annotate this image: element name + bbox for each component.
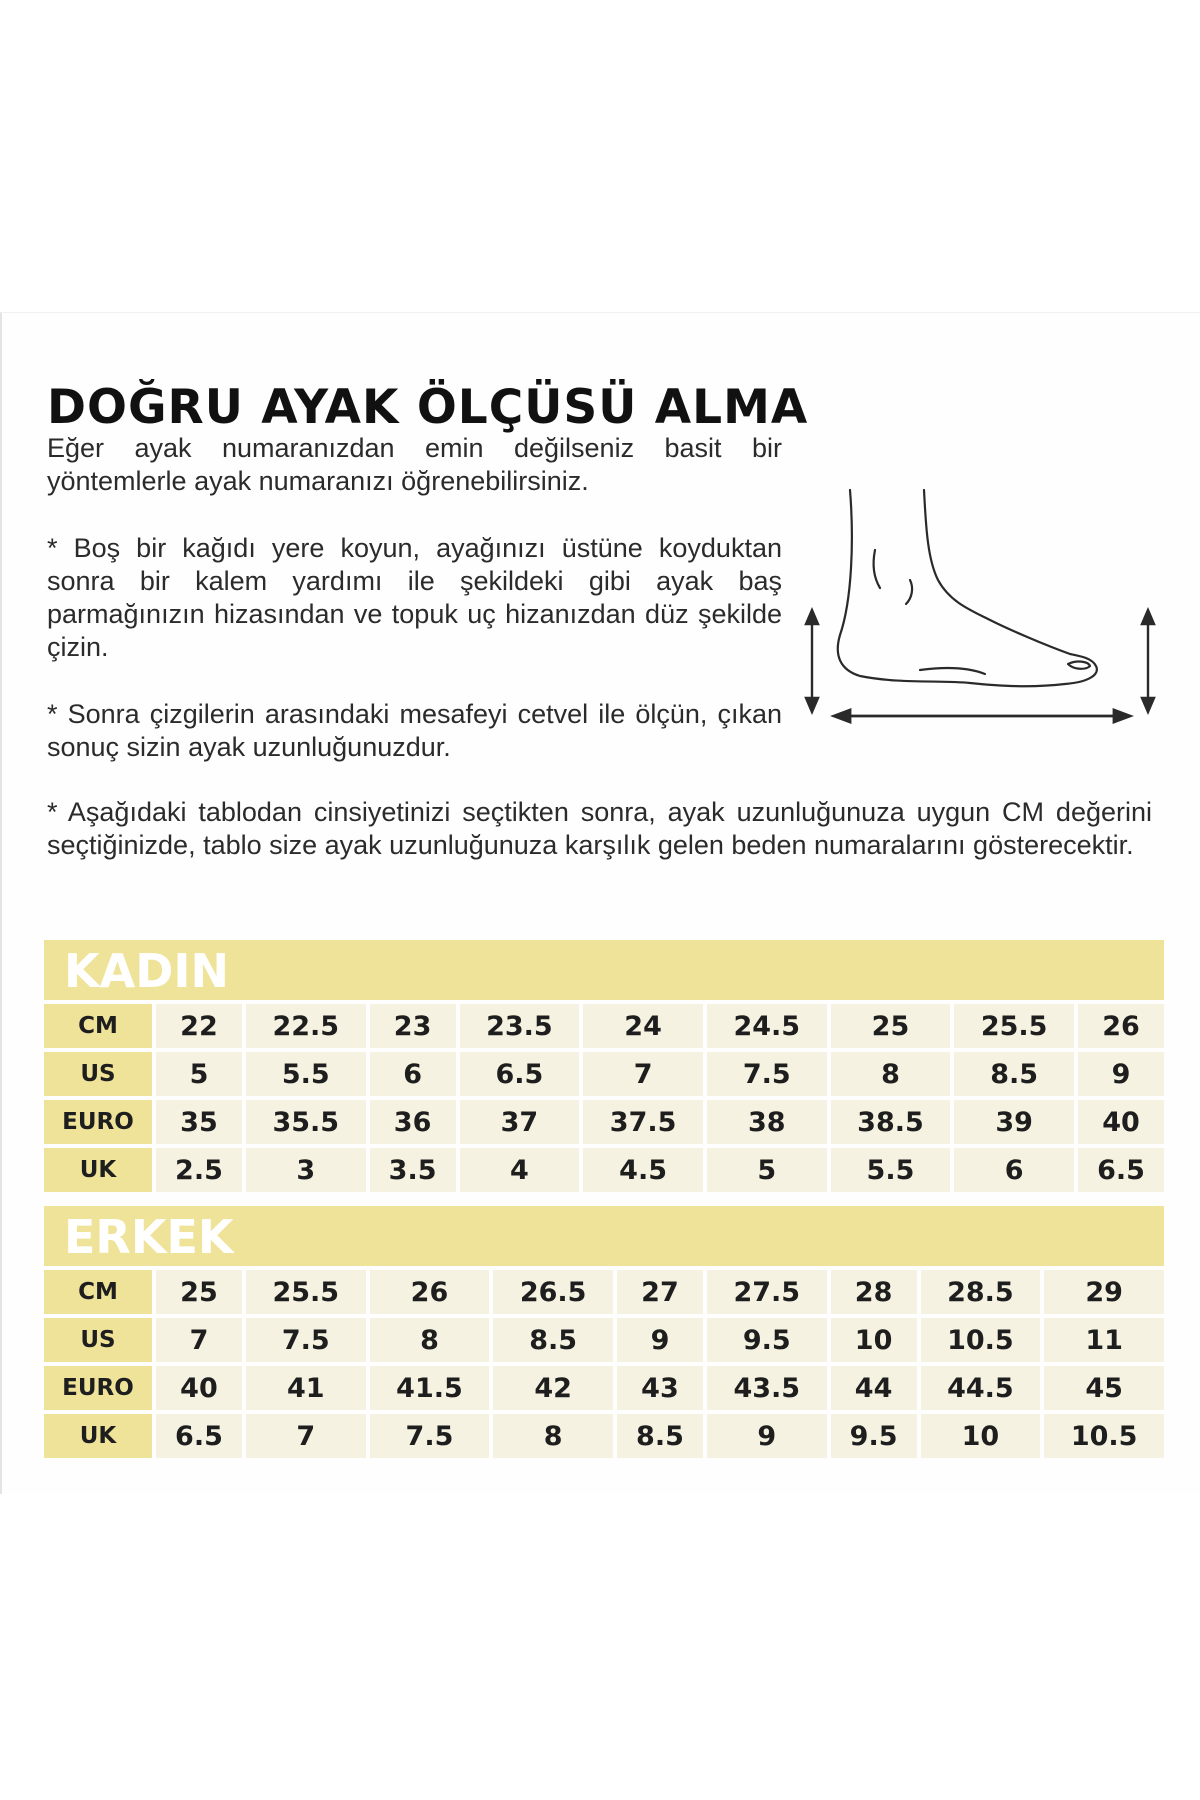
table-row xyxy=(44,1148,1164,1192)
page-title: DOĞRU AYAK ÖLÇÜSÜ ALMA xyxy=(47,380,809,435)
foot-measurement-illustration xyxy=(800,470,1180,730)
size-cell: 7 xyxy=(583,1052,703,1096)
size-cell: 35.5 xyxy=(246,1100,366,1144)
size-cell: 39 xyxy=(954,1100,1074,1144)
size-cell: 7 xyxy=(246,1414,366,1458)
row-label: EURO xyxy=(44,1366,152,1410)
size-cell: 10 xyxy=(831,1318,917,1362)
size-cell: 29 xyxy=(1044,1270,1164,1314)
size-cell: 25 xyxy=(156,1270,242,1314)
size-cell: 4 xyxy=(460,1148,580,1192)
size-cell: 44.5 xyxy=(921,1366,1041,1410)
size-cell: 7 xyxy=(156,1318,242,1362)
men-size-section xyxy=(44,1206,1164,1462)
men-size-table xyxy=(40,1266,1168,1462)
size-cell: 3.5 xyxy=(370,1148,456,1192)
size-cell: 4.5 xyxy=(583,1148,703,1192)
instruction-step-2: * Sonra çizgilerin arasındaki mesafeyi cetvel ile ölçün, çıkan sonuç sizin ayak uzunluğunuzdur. xyxy=(47,699,782,762)
table-row xyxy=(44,1004,1164,1048)
foot-outline-icon xyxy=(838,490,1097,686)
size-cell: 25.5 xyxy=(954,1004,1074,1048)
size-cell: 8 xyxy=(370,1318,490,1362)
size-cell: 27.5 xyxy=(707,1270,827,1314)
size-cell: 8.5 xyxy=(493,1318,613,1362)
size-cell: 37 xyxy=(460,1100,580,1144)
size-cell: 5 xyxy=(707,1148,827,1192)
size-cell: 43 xyxy=(617,1366,703,1410)
women-size-section xyxy=(44,940,1164,1196)
size-cell: 8.5 xyxy=(617,1414,703,1458)
row-label: UK xyxy=(44,1148,152,1192)
size-cell: 26.5 xyxy=(493,1270,613,1314)
row-label: CM xyxy=(44,1004,152,1048)
size-cell: 9.5 xyxy=(831,1414,917,1458)
size-cell: 8 xyxy=(493,1414,613,1458)
size-cell: 45 xyxy=(1044,1366,1164,1410)
size-cell: 7.5 xyxy=(707,1052,827,1096)
table-row xyxy=(44,1270,1164,1314)
size-cell: 24.5 xyxy=(707,1004,827,1048)
size-cell: 6.5 xyxy=(1078,1148,1164,1192)
size-cell: 6.5 xyxy=(460,1052,580,1096)
arch-line-icon xyxy=(920,668,985,674)
toe-nail-icon xyxy=(1068,662,1090,669)
size-cell: 10 xyxy=(921,1414,1041,1458)
size-cell: 41 xyxy=(246,1366,366,1410)
women-section-heading: KADIN xyxy=(44,940,1164,1000)
size-cell: 40 xyxy=(156,1366,242,1410)
table-row xyxy=(44,1414,1164,1458)
row-label: CM xyxy=(44,1270,152,1314)
men-section-heading: ERKEK xyxy=(44,1206,1164,1266)
size-cell: 43.5 xyxy=(707,1366,827,1410)
size-cell: 3 xyxy=(246,1148,366,1192)
size-cell: 38.5 xyxy=(831,1100,951,1144)
size-cell: 10.5 xyxy=(921,1318,1041,1362)
heel-line-icon xyxy=(906,580,912,604)
table-row xyxy=(44,1318,1164,1362)
size-cell: 40 xyxy=(1078,1100,1164,1144)
size-cell: 36 xyxy=(370,1100,456,1144)
size-cell: 6 xyxy=(954,1148,1074,1192)
size-cell: 28 xyxy=(831,1270,917,1314)
size-cell: 9 xyxy=(617,1318,703,1362)
horizontal-length-arrow-icon xyxy=(834,710,1130,722)
size-cell: 7.5 xyxy=(370,1414,490,1458)
table-row xyxy=(44,1052,1164,1096)
size-cell: 9.5 xyxy=(707,1318,827,1362)
intro-line-1: Eğer ayak numaranızdan emin değilseniz basit bir xyxy=(47,433,782,463)
size-cell: 5.5 xyxy=(831,1148,951,1192)
size-cell: 5 xyxy=(156,1052,242,1096)
size-cell: 26 xyxy=(1078,1004,1164,1048)
ankle-line-icon xyxy=(874,550,880,588)
size-cell: 37.5 xyxy=(583,1100,703,1144)
women-size-table xyxy=(40,1000,1168,1196)
size-cell: 44 xyxy=(831,1366,917,1410)
size-cell: 42 xyxy=(493,1366,613,1410)
size-cell: 9 xyxy=(707,1414,827,1458)
size-cell: 22 xyxy=(156,1004,242,1048)
size-cell: 26 xyxy=(370,1270,490,1314)
row-label: UK xyxy=(44,1414,152,1458)
instruction-step-1: * Boş bir kağıdı yere koyun, ayağınızı üstüne koyduktan sonra bir kalem yardımı ile şekildeki gibi ayak baş parmağınızın hizasından ve topuk uç hizanızdan düz şekilde çizin. xyxy=(47,533,782,662)
row-label: EURO xyxy=(44,1100,152,1144)
instruction-step-3: * Aşağıdaki tablodan cinsiyetinizi seçtikten sonra, ayak uzunluğunuza uygun CM değerini seçtiğinizde, tablo size ayak uzunluğunuza karşılık gelen beden numaralarını gösterecektir. xyxy=(47,797,1152,860)
left-vertical-arrow-icon xyxy=(806,610,818,712)
size-cell: 9 xyxy=(1078,1052,1164,1096)
size-cell: 27 xyxy=(617,1270,703,1314)
size-cell: 22.5 xyxy=(246,1004,366,1048)
size-cell: 25.5 xyxy=(246,1270,366,1314)
size-cell: 25 xyxy=(831,1004,951,1048)
intro-text xyxy=(47,432,782,498)
size-cell: 24 xyxy=(583,1004,703,1048)
size-cell: 35 xyxy=(156,1100,242,1144)
size-cell: 6 xyxy=(370,1052,456,1096)
size-cell: 5.5 xyxy=(246,1052,366,1096)
size-cell: 38 xyxy=(707,1100,827,1144)
row-label: US xyxy=(44,1318,152,1362)
size-cell: 41.5 xyxy=(370,1366,490,1410)
size-cell: 6.5 xyxy=(156,1414,242,1458)
size-cell: 10.5 xyxy=(1044,1414,1164,1458)
table-row xyxy=(44,1100,1164,1144)
table-row xyxy=(44,1366,1164,1410)
size-cell: 8.5 xyxy=(954,1052,1074,1096)
size-cell: 2.5 xyxy=(156,1148,242,1192)
size-cell: 23 xyxy=(370,1004,456,1048)
size-cell: 7.5 xyxy=(246,1318,366,1362)
size-cell: 28.5 xyxy=(921,1270,1041,1314)
size-cell: 11 xyxy=(1044,1318,1164,1362)
intro-line-2: yöntemlerle ayak numaranızı öğrenebilirsiniz. xyxy=(47,466,589,496)
right-vertical-arrow-icon xyxy=(1142,610,1154,712)
row-label: US xyxy=(44,1052,152,1096)
size-cell: 23.5 xyxy=(460,1004,580,1048)
size-cell: 8 xyxy=(831,1052,951,1096)
